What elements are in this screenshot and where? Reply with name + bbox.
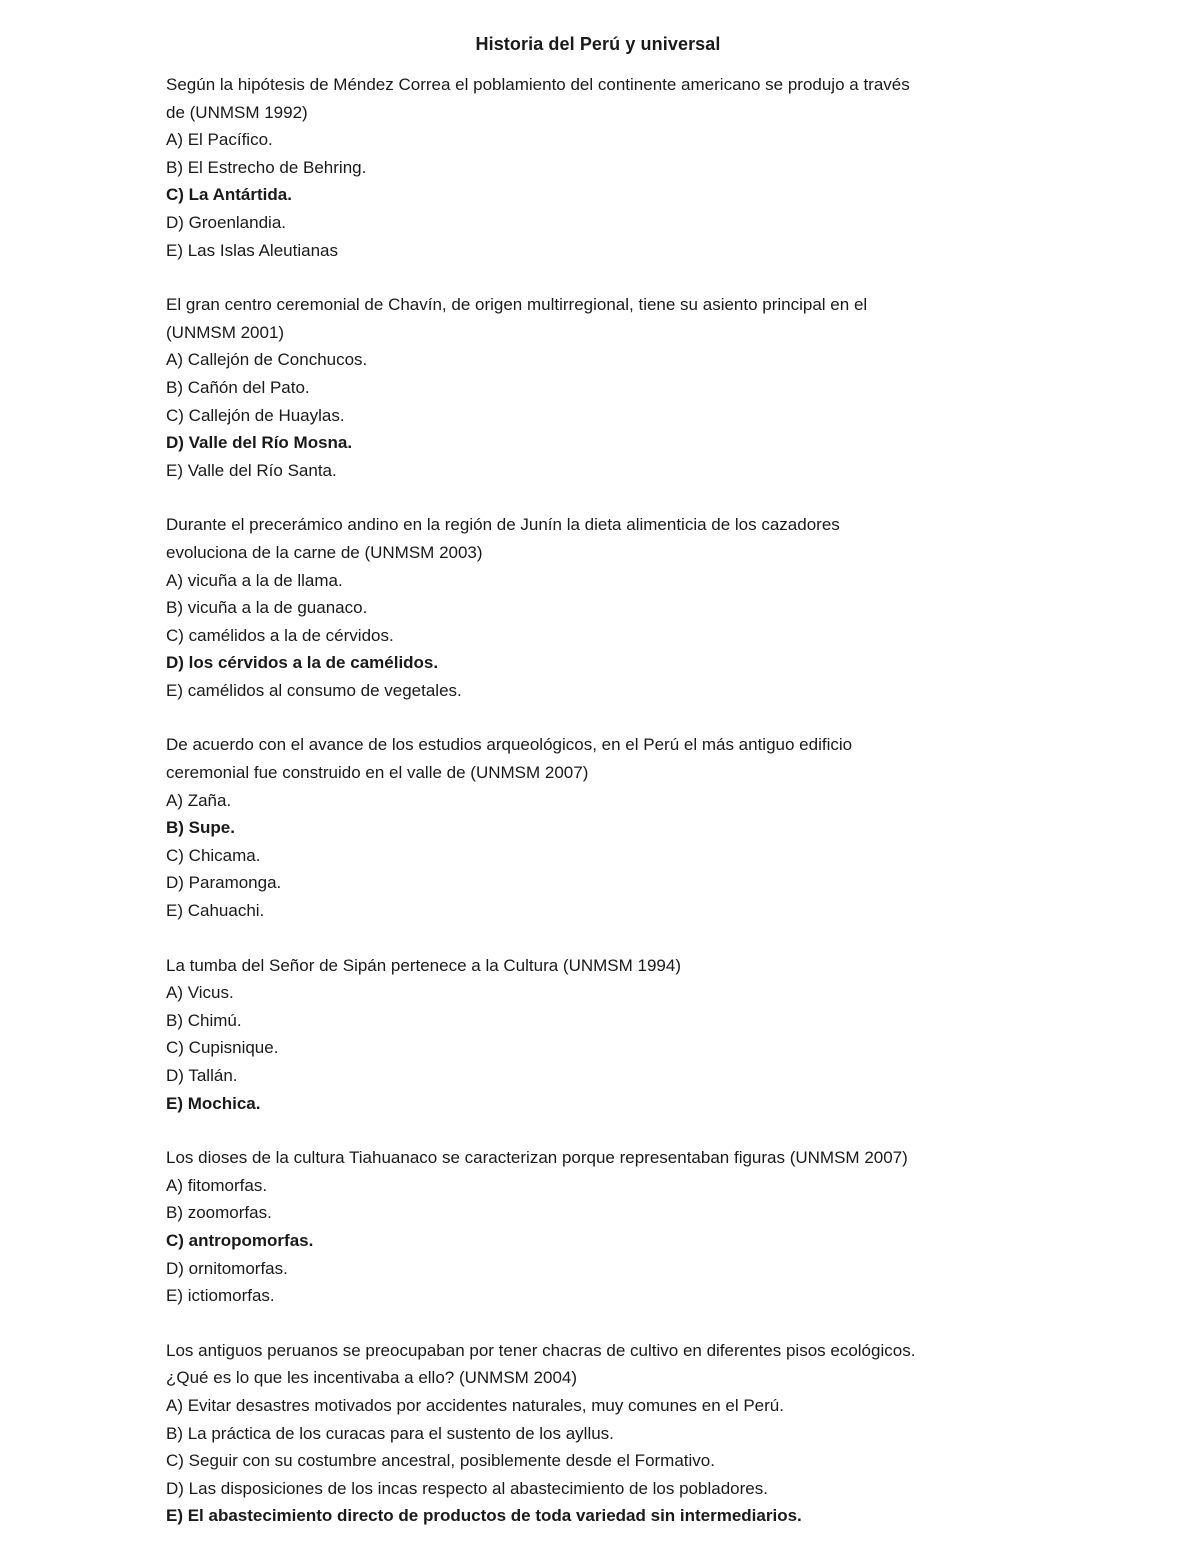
correct-answer-option: D) Valle del Río Mosna. (166, 433, 353, 453)
answer-option: E) Valle del Río Santa. (166, 460, 337, 480)
document-title: Historia del Perú y universal (475, 34, 721, 54)
correct-answer-option: E) El abastecimiento directo de productos de toda variedad sin intermediarios. (166, 1506, 802, 1526)
question-2 (166, 291, 1066, 484)
answer-option: C) Cupisnique. (166, 1038, 279, 1058)
answer-option: B) La práctica de los curacas para el sustento de los ayllus. (166, 1423, 614, 1443)
question-stem-line: de (UNMSM 1992) (166, 102, 308, 122)
question-1 (166, 71, 1066, 264)
answer-option: A) Callejón de Conchucos. (166, 350, 368, 370)
correct-answer-option: C) antropomorfas. (166, 1230, 314, 1250)
answer-option: C) Seguir con su costumbre ancestral, posiblemente desde el Formativo. (166, 1451, 715, 1471)
question-stem-line: Según la hipótesis de Méndez Correa el poblamiento del continente americano se produjo a través (166, 75, 910, 94)
answer-option: D) Tallán. (166, 1066, 238, 1085)
question-list (166, 71, 1066, 1557)
question-6 (166, 1144, 1066, 1310)
answer-option: B) vicuña a la de guanaco. (166, 598, 368, 618)
answer-option: E) ictiomorfas. (166, 1286, 275, 1306)
question-stem-line: evoluciona de la carne de (UNMSM 2003) (166, 542, 483, 562)
question-stem-line: Los antiguos peruanos se preocupaban por tener chacras de cultivo en diferentes pisos ecológicos. (166, 1340, 916, 1360)
question-7 (166, 1337, 1066, 1530)
answer-option: D) Groenlandia. (166, 212, 287, 232)
question-stem-line: ceremonial fue construido en el valle de (UNMSM 2007) (166, 763, 589, 783)
answer-option: D) Paramonga. (166, 873, 282, 893)
answer-option: C) Callejón de Huaylas. (166, 405, 345, 425)
answer-option: E) Cahuachi. (166, 901, 265, 921)
answer-option: C) Chicama. (166, 845, 261, 865)
answer-option: B) zoomorfas. (166, 1203, 272, 1223)
question-stem-line: De acuerdo con el avance de los estudios arqueológicos, en el Perú el más antiguo edificio (166, 735, 853, 755)
answer-option: D) Las disposiciones de los incas respecto al abastecimiento de los pobladores. (166, 1478, 768, 1498)
answer-option: A) El Pacífico. (166, 130, 273, 150)
answer-option: A) Vicus. (166, 983, 234, 1003)
question-stem-line: La tumba del Señor de Sipán pertenece a la Cultura (UNMSM 1994) (166, 955, 682, 975)
answer-option: A) vicuña a la de llama. (166, 570, 343, 590)
answer-option: A) Zaña. (166, 790, 232, 810)
answer-option: B) Cañón del Pato. (166, 377, 310, 397)
answer-option: E) Las Islas Aleutianas (166, 240, 338, 260)
question-stem-line: Los dioses de la cultura Tiahuanaco se caracterizan porque representaban figuras (UNMSM 2007) (166, 1148, 908, 1168)
correct-answer-option: E) Mochica. (166, 1093, 261, 1113)
question-3 (166, 511, 1066, 704)
answer-option: D) ornitomorfas. (166, 1258, 288, 1278)
answer-option: A) fitomorfas. (166, 1175, 268, 1195)
answer-option: B) El Estrecho de Behring. (166, 157, 367, 177)
question-stem-line: Durante el precerámico andino en la región de Junín la dieta alimenticia de los cazadores (166, 515, 840, 535)
answer-option: B) Chimú. (166, 1010, 242, 1030)
question-stem-line: El gran centro ceremonial de Chavín, de origen multirregional, tiene su asiento principal en el (166, 295, 868, 315)
question-5 (166, 952, 1066, 1118)
answer-option: C) camélidos a la de cérvidos. (166, 625, 394, 645)
correct-answer-option: B) Supe. (166, 818, 235, 838)
correct-answer-option: C) La Antártida. (166, 185, 292, 205)
answer-option: A) Evitar desastres motivados por accidentes naturales, muy comunes en el Perú. (166, 1395, 784, 1415)
question-stem-line: ¿Qué es lo que les incentivaba a ello? (UNMSM 2004) (166, 1368, 578, 1388)
question-4 (166, 731, 1066, 924)
question-stem-line: (UNMSM 2001) (166, 322, 285, 342)
correct-answer-option: D) los cérvidos a la de camélidos. (166, 653, 439, 673)
answer-option: E) camélidos al consumo de vegetales. (166, 680, 462, 700)
